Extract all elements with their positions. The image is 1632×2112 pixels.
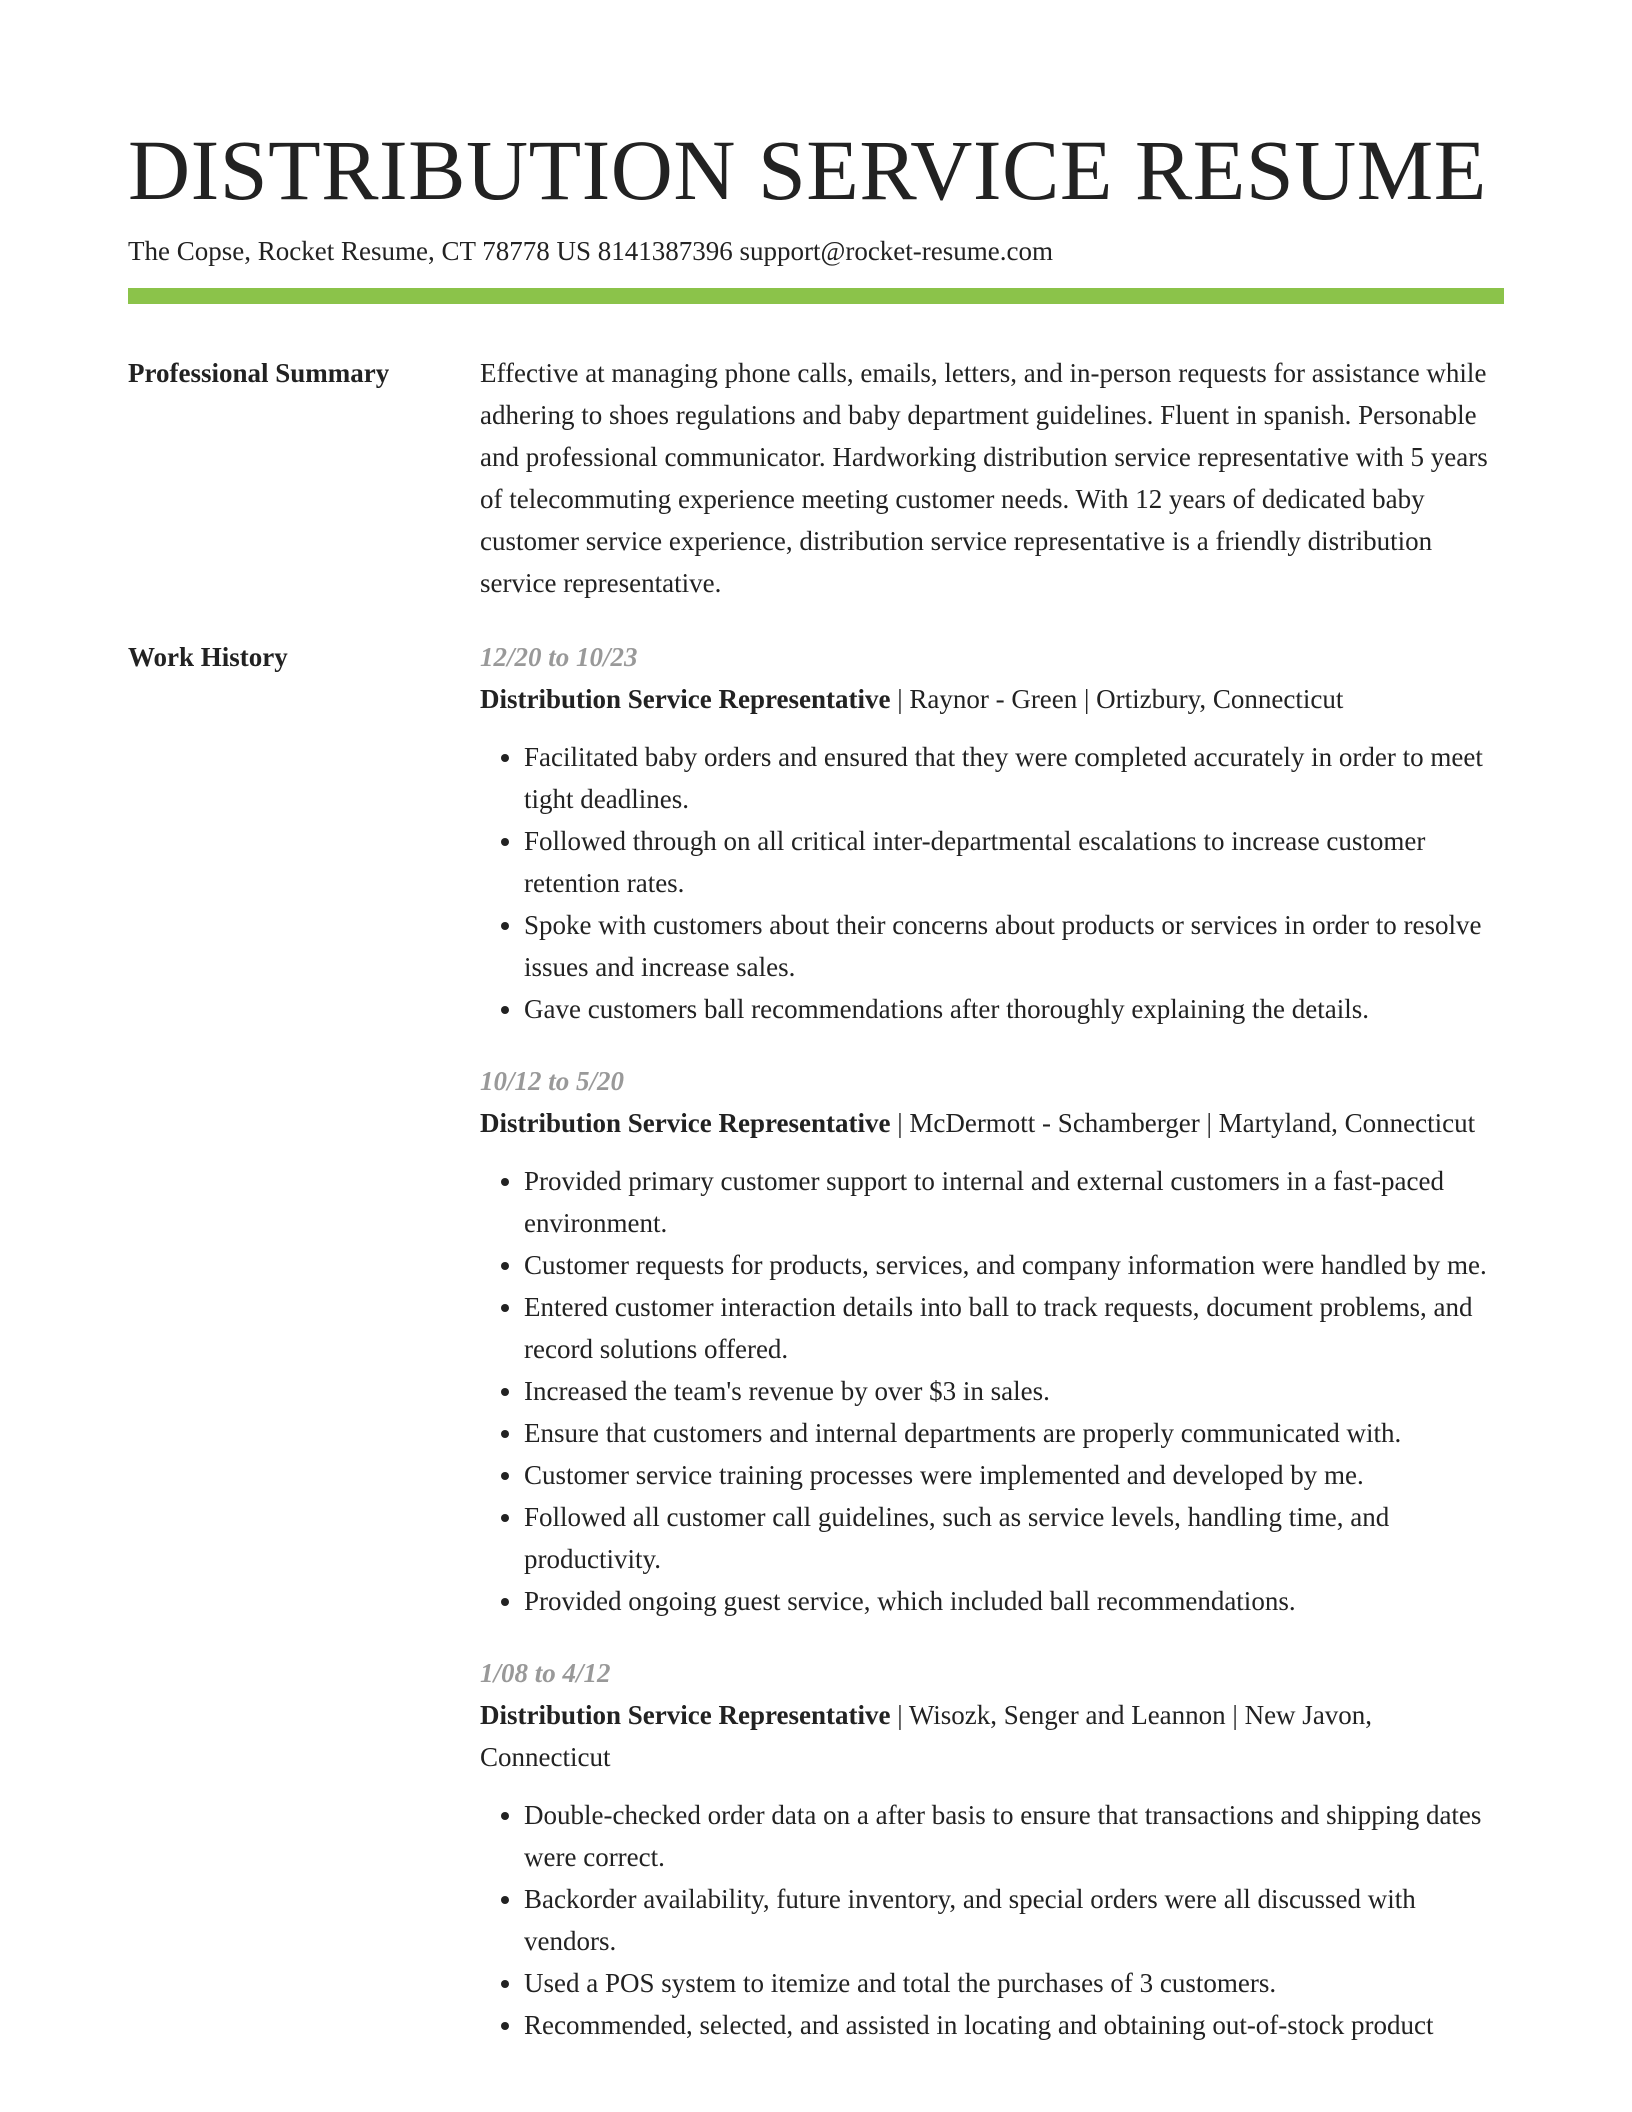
professional-summary-section xyxy=(128,352,1504,604)
job-title: Distribution Service Representative xyxy=(480,684,891,714)
job-dates: 1/08 to 4/12 xyxy=(480,1658,611,1688)
resume-title: DISTRIBUTION SERVICE RESUME xyxy=(128,122,1487,218)
job-bullet-list xyxy=(480,1794,1504,2046)
job-dates: 12/20 to 10/23 xyxy=(480,642,638,672)
job-bullet: • Provided ongoing guest service, which included ball recommendations. xyxy=(524,1580,1504,1622)
job-entry xyxy=(480,636,1504,1030)
job-heading xyxy=(480,1694,1504,1778)
job-bullet: • Customer service training processes were implemented and developed by me. xyxy=(524,1454,1504,1496)
job-bullet: • Customer requests for products, services, and company information were handled by me. xyxy=(524,1244,1504,1286)
job-bullet: • Followed all customer call guidelines, such as service levels, handling time, and productivity. xyxy=(524,1496,1504,1580)
job-bullet: • Ensure that customers and internal departments are properly communicated with. xyxy=(524,1412,1504,1454)
job-bullet: • Facilitated baby orders and ensured that they were completed accurately in order to meet tight deadlines. xyxy=(524,736,1504,820)
job-bullet: • Entered customer interaction details into ball to track requests, document problems, and record solutions offered. xyxy=(524,1286,1504,1370)
section-title: Work History xyxy=(128,642,288,672)
job-bullet: • Provided primary customer support to internal and external customers in a fast-paced environment. xyxy=(524,1160,1504,1244)
job-title: Distribution Service Representative xyxy=(480,1700,891,1730)
job-bullet: • Increased the team's revenue by over $3 in sales. xyxy=(524,1370,1504,1412)
job-company-location: | McDermott - Schamberger | Martyland, Connecticut xyxy=(890,1108,1476,1138)
job-bullet-list xyxy=(480,1160,1504,1622)
job-bullet: • Recommended, selected, and assisted in locating and obtaining out-of-stock product xyxy=(524,2004,1504,2046)
job-heading xyxy=(480,1102,1504,1144)
work-history-section xyxy=(128,636,1504,2046)
job-bullet: • Used a POS system to itemize and total the purchases of 3 customers. xyxy=(524,1962,1504,2004)
job-bullet: • Spoke with customers about their concerns about products or services in order to resolve issues and increase sales. xyxy=(524,904,1504,988)
job-entry xyxy=(480,1060,1504,1622)
job-company-location: | Wisozk, Senger and Leannon | New Javon, Connecticut xyxy=(480,1700,1373,1772)
job-company-location: | Raynor - Green | Ortizbury, Connecticut xyxy=(890,684,1344,714)
job-list xyxy=(480,636,1504,2046)
job-title: Distribution Service Representative xyxy=(480,1108,891,1138)
contact-info: The Copse, Rocket Resume, CT 78778 US 8141387396 support@rocket-resume.com xyxy=(128,236,1053,266)
summary-text: Effective at managing phone calls, emails, letters, and in-person requests for assistance while adhering to shoes regulations and baby department guidelines. Fluent in spanish. Personable and professional communicator. Hardworking distribution service representative with 5 years of telecommuting experience meeting customer needs. With 12 years of dedicated baby customer service experience, distribution service representative is a friendly distribution service representative. xyxy=(480,358,1488,598)
job-bullet: • Double-checked order data on a after basis to ensure that transactions and shipping dates were correct. xyxy=(524,1794,1504,1878)
job-heading xyxy=(480,678,1504,720)
job-bullet-list xyxy=(480,736,1504,1030)
job-bullet: • Followed through on all critical inter-departmental escalations to increase customer retention rates. xyxy=(524,820,1504,904)
section-body xyxy=(480,352,1504,604)
job-entry xyxy=(480,1652,1504,2046)
job-dates: 10/12 to 5/20 xyxy=(480,1066,625,1096)
section-title: Professional Summary xyxy=(128,358,390,388)
resume-page xyxy=(128,0,1504,2046)
job-bullet: • Backorder availability, future inventory, and special orders were all discussed with vendors. xyxy=(524,1878,1504,1962)
job-bullet: • Gave customers ball recommendations after thoroughly explaining the details. xyxy=(524,988,1504,1030)
accent-divider xyxy=(128,288,1504,304)
